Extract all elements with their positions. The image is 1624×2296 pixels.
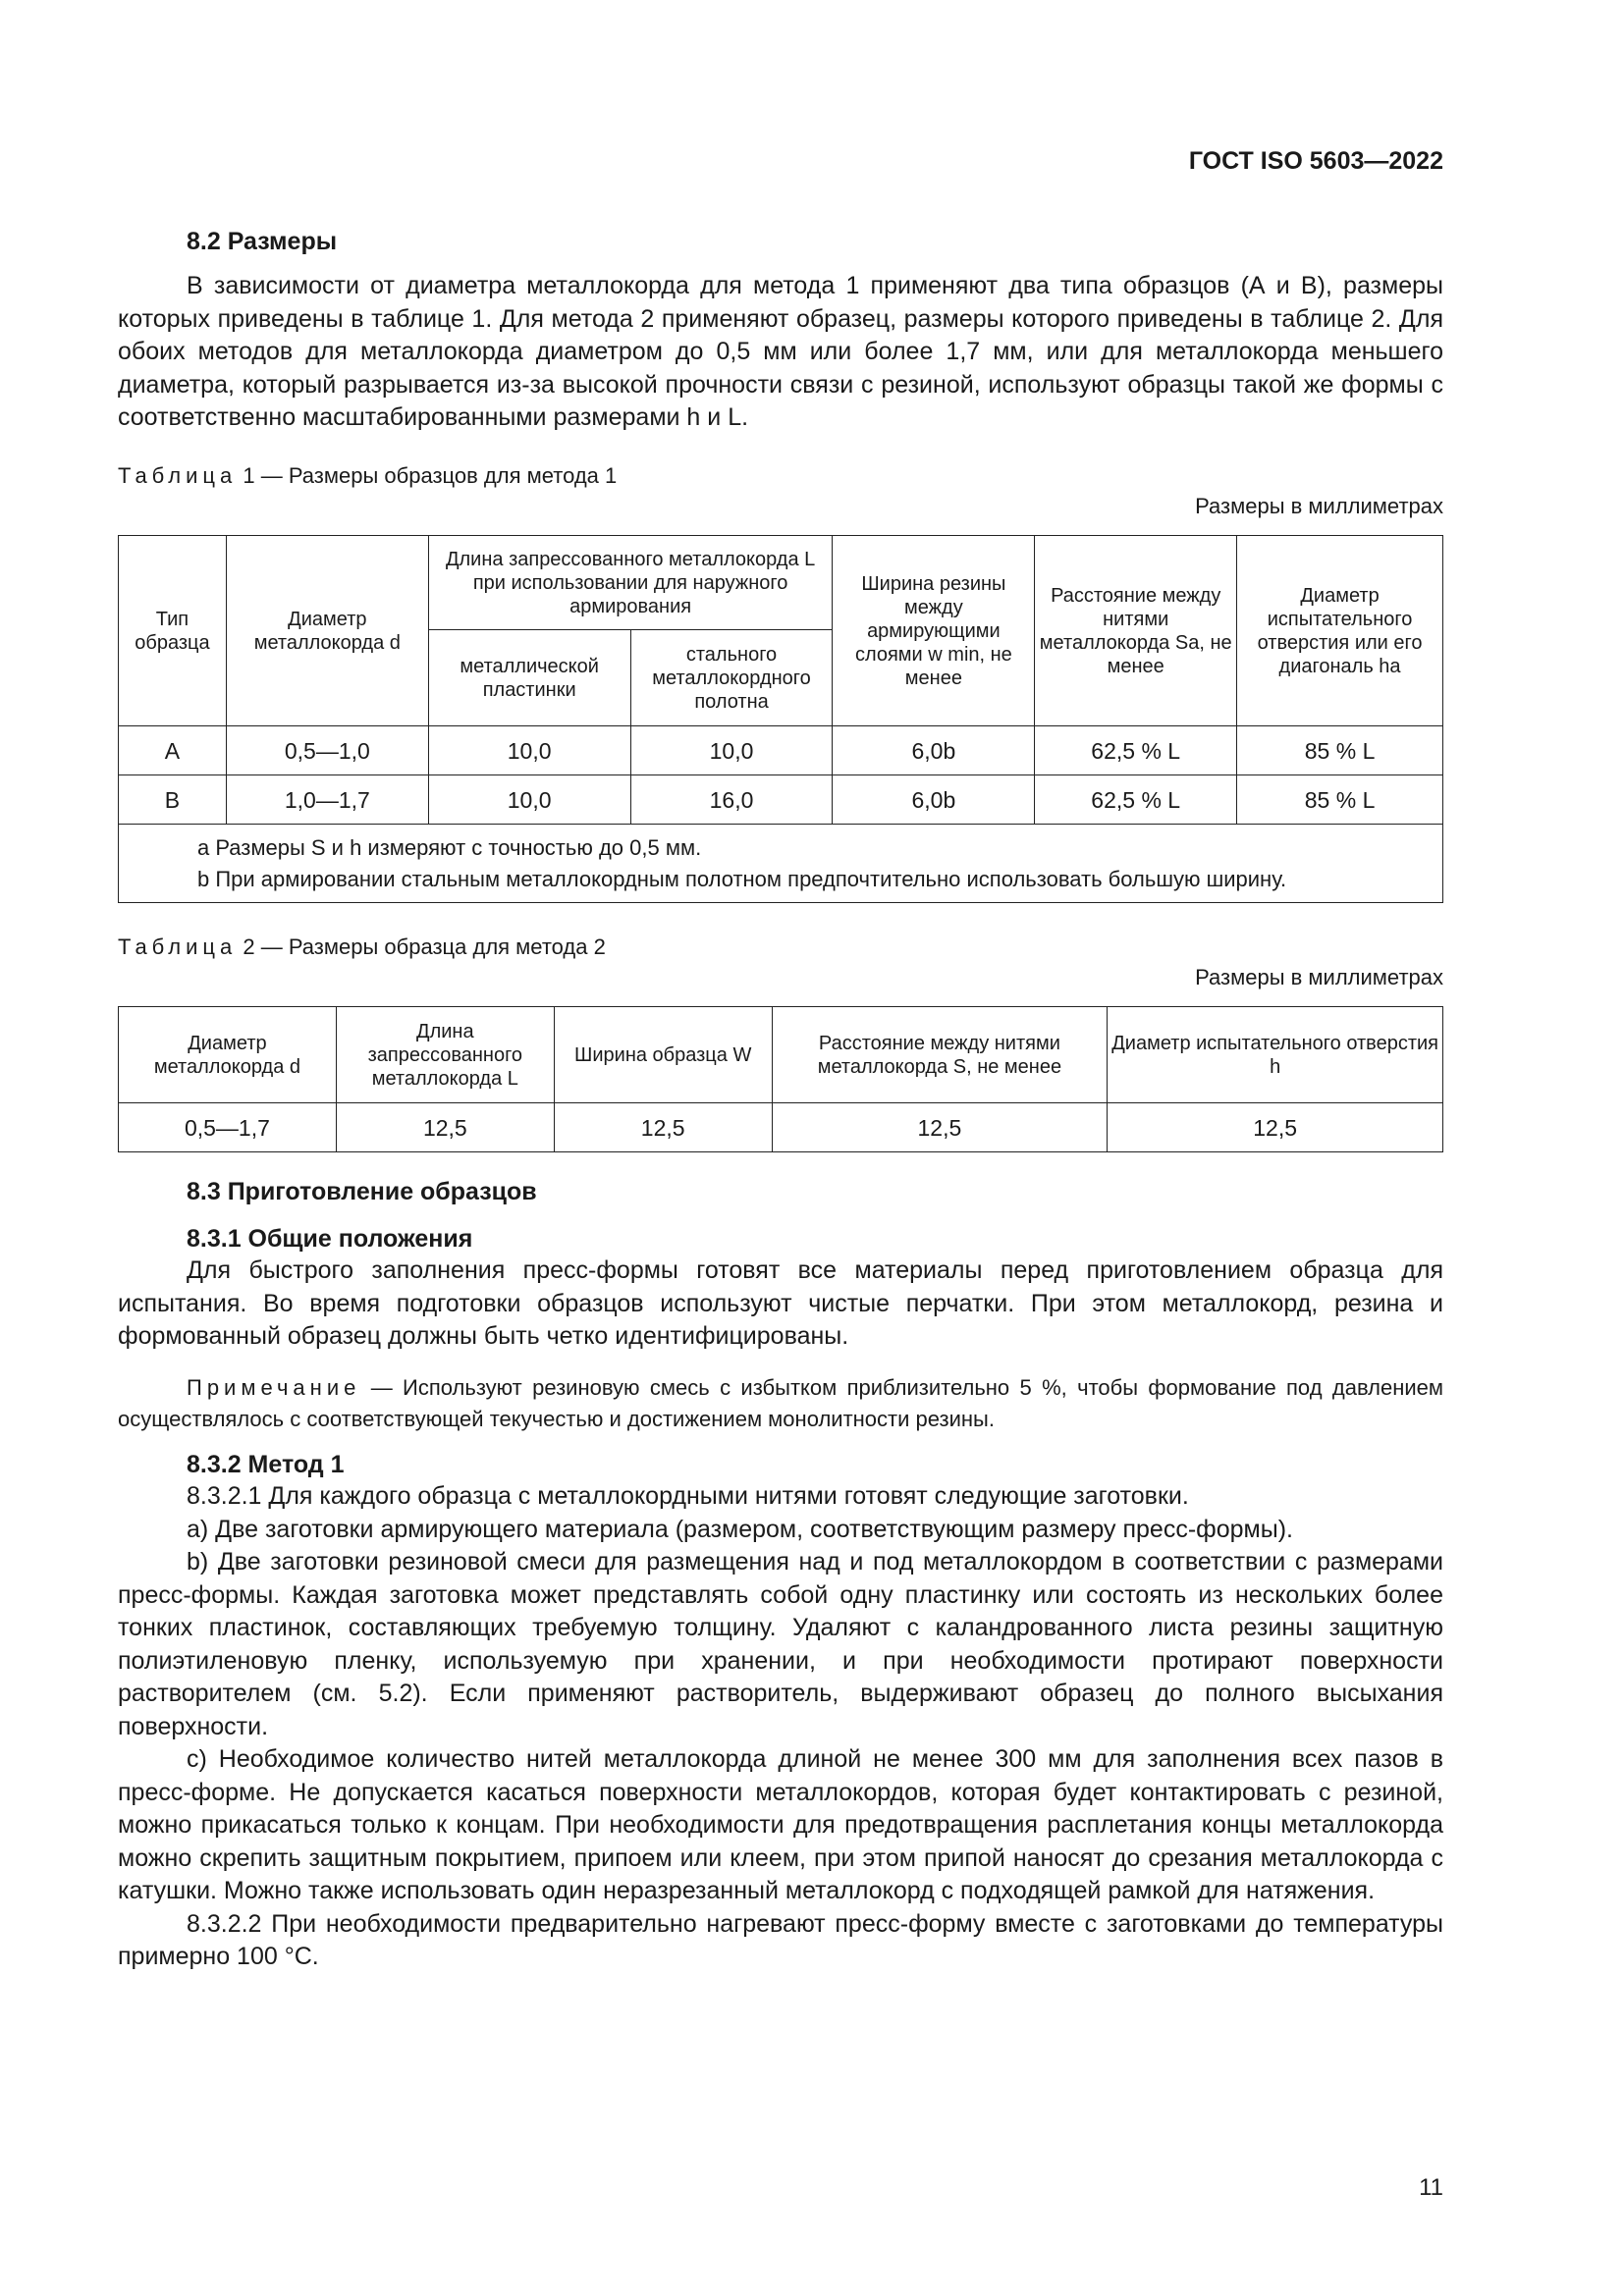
section-8-3-2-title: 8.3.2 Метод 1: [187, 1451, 345, 1478]
table-cell: 12,5: [772, 1103, 1108, 1152]
table-cell: 12,5: [336, 1103, 554, 1152]
section-8-3-title: 8.3 Приготовление образцов: [187, 1178, 537, 1205]
section-8-3-2-body: [118, 1480, 1443, 1974]
table-1: [118, 535, 1443, 903]
table-2-header-length: Длина запрессованного металлокорда L: [336, 1007, 554, 1103]
table-cell: 6,0b: [833, 775, 1035, 825]
item-a: а) Две заготовки армирующего материала (размером, соответствующим размеру пресс-формы).: [187, 1515, 1293, 1543]
table-cell: 16,0: [630, 775, 833, 825]
table-cell: 62,5 % L: [1035, 726, 1237, 775]
table-1-header-distance: Расстояние между нитями металлокорда Sa, не менее: [1035, 536, 1237, 726]
table-1-footnote-a: a Размеры S и h измеряют с точностью до 0,5 мм.: [197, 834, 702, 860]
table-cell: 10,0: [428, 726, 630, 775]
table-1-header-diameter: Диаметр металлокорда d: [226, 536, 428, 726]
table-1-header-length-plate: металлической пластинки: [428, 630, 630, 726]
table-1-header-type: Тип образца: [119, 536, 227, 726]
table-cell: 12,5: [1108, 1103, 1443, 1152]
table-cell: 0,5—1,0: [226, 726, 428, 775]
table-cell: 10,0: [428, 775, 630, 825]
note-block: [118, 1372, 1443, 1435]
table-2-header-distance: Расстояние между нитями металлокорда S, не менее: [772, 1007, 1108, 1103]
table-cell: 10,0: [630, 726, 833, 775]
page-number: 11: [1419, 2174, 1443, 2201]
table-1-header-width: Ширина резины между армирующими слоями w min, не менее: [833, 536, 1035, 726]
table-2-header-diameter: Диаметр металлокорда d: [119, 1007, 337, 1103]
item-b: b) Две заготовки резиновой смеси для размещения над и под металлокордом в соответствии с размерами пресс-формы. Каждая заготовка может представлять собой одну пластинку или состоять из нескольких более тонких пластинок, составляющих требуемую толщину. Удаляют с каландрованного листа резины защитную полиэтиленовую пленку, используемую при хранении, и при необходимости протирают поверхности растворителем (см. 5.2). Если применяют растворитель, выдерживают образец до полного высыхания поверхности.: [118, 1548, 1443, 1740]
table-row: [119, 726, 1443, 775]
table-1-header-hole: Диаметр испытательного отверстия или его диагональ ha: [1237, 536, 1443, 726]
table-row: [119, 775, 1443, 825]
note-label: Примечание: [187, 1375, 361, 1400]
table-1-header-length: Длина запрессованного металлокорда L при использовании для наружного армирования: [428, 536, 833, 630]
table-1-header-length-fabric: стального металлокордного полотна: [630, 630, 833, 726]
table-2: [118, 1006, 1443, 1152]
table-cell: 12,5: [554, 1103, 772, 1152]
table-cell: 85 % L: [1237, 775, 1443, 825]
section-8-2-title: 8.2 Размеры: [187, 228, 338, 255]
table-cell: 0,5—1,7: [119, 1103, 337, 1152]
note-text: — Используют резиновую смесь с избытком приблизительно 5 %, чтобы формование под давлением осуществлялось с соответствующей текучестью и достижением монолитности резины.: [118, 1375, 1443, 1431]
document-header: ГОСТ ISO 5603—2022: [1188, 147, 1443, 175]
paragraph-8-3-2-2: 8.3.2.2 При необходимости предварительно нагревают пресс-форму вместе с заготовками до температуры примерно 100 °С.: [118, 1909, 1443, 1970]
table-2-units: Размеры в миллиметрах: [1195, 965, 1443, 989]
table-1-caption: Таблица 1 — Размеры образцов для метода 1: [118, 463, 618, 488]
section-8-3-1-title: 8.3.1 Общие положения: [187, 1225, 473, 1253]
table-2-header-width: Ширина образца W: [554, 1007, 772, 1103]
section-8-3-1-body: [118, 1255, 1443, 1354]
item-c: с) Необходимое количество нитей металлокорда длиной не менее 300 мм для заполнения всех пазов в пресс-форме. Не допускается касаться поверхности металлокордов, которая будет контактировать с резиной, можно прикасаться только к концам. При необходимости для предотвращения расплетания концы металлокорда можно скрепить защитным покрытием, припоем или клеем, при этом припой наносят до срезания металлокорда с катушки. Можно также использовать один неразрезанный металлокорд с подходящей рамкой для натяжения.: [118, 1745, 1443, 1904]
table-cell: 1,0—1,7: [226, 775, 428, 825]
table-1-footnotes: [119, 825, 1443, 903]
table-1-units: Размеры в миллиметрах: [1195, 494, 1443, 518]
table-cell: В: [119, 775, 227, 825]
section-8-2-text: В зависимости от диаметра металлокорда для метода 1 применяют два типа образцов (А и В), размеры которых приведены в таблице 1. Для метода 2 применяют образец, размеры которого приведены в таблице 2. Для обоих методов для металлокорда диаметром до 0,5 мм или более 1,7 мм, или для металлокорда меньшего диаметра, который разрывается из-за высокой прочности связи с резиной, используют образцы такой же формы с соответственно масштабированными размерами h и L.: [118, 272, 1443, 431]
paragraph-8-3-2-1: 8.3.2.1 Для каждого образца с металлокордными нитями готовят следующие заготовки.: [187, 1482, 1189, 1510]
section-8-3-1-text: Для быстрого заполнения пресс-формы готовят все материалы перед приготовлением образца для испытания. Во время подготовки образцов используют чистые перчатки. При этом металлокорд, резина и формованный образец должны быть четко идентифицированы.: [118, 1256, 1443, 1350]
table-cell: 85 % L: [1237, 726, 1443, 775]
table-cell: А: [119, 726, 227, 775]
table-row: [119, 1103, 1443, 1152]
table-1-footnote-b: b При армировании стальным металлокордным полотном предпочтительно использовать большую ширину.: [197, 866, 1287, 891]
table-cell: 6,0b: [833, 726, 1035, 775]
section-8-2-body: [118, 270, 1443, 435]
table-cell: 62,5 % L: [1035, 775, 1237, 825]
table-2-caption: Таблица 2 — Размеры образца для метода 2: [118, 934, 606, 959]
table-2-header-hole: Диаметр испытательного отверстия h: [1108, 1007, 1443, 1103]
